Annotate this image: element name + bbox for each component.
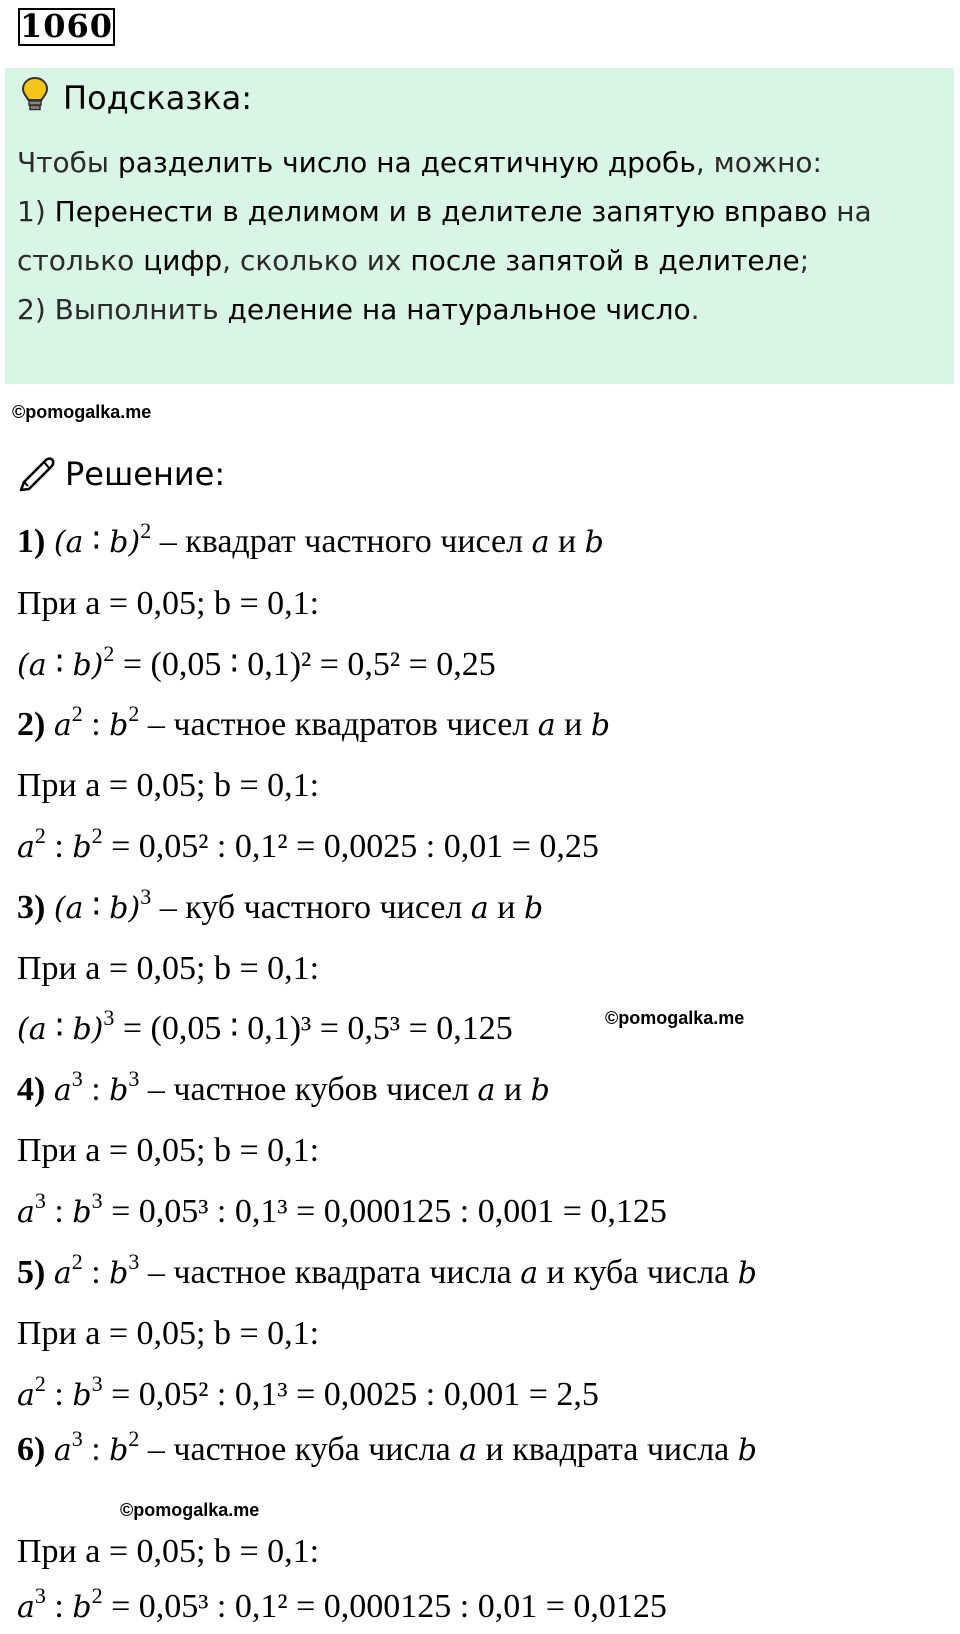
solution-item-5-header: 5) $a^2$ : $b^3$ – частное квадрата числа a и куба числа b — [17, 1248, 757, 1291]
solution-item-6-calc: $a^3$ : $b^2 = 0,05^3$ : 0,1² = 0,000125 : 0,01 = 0,0125 — [17, 1582, 667, 1625]
solution-item-6-given: При a = 0,05; b = 0,1: — [17, 1533, 320, 1570]
solution-item-2-calc: $a^2$ : $b^2 = 0,05^2$ : 0,1² = 0,0025 : 0,01 = 0,25 — [17, 822, 599, 865]
solution-item-3-calc: (a ∶ b)$^3$ = (0,05 ∶ 0,1)³ = 0,5³ = 0,125 — [17, 1004, 513, 1047]
task-number: 1060 — [20, 7, 114, 45]
solution-item-3-given: При a = 0,05; b = 0,1: — [17, 950, 320, 987]
solution-title: Решение: — [65, 455, 226, 493]
hint-title: Подсказка: — [63, 79, 253, 117]
watermark: ©pomogalka.me — [605, 1008, 745, 1028]
hint-text — [17, 138, 947, 334]
pencil-icon — [18, 452, 58, 492]
solution-item-2-given: При a = 0,05; b = 0,1: — [17, 767, 320, 804]
hint-line-2: 1) Перенести в делимом и в делителе запятую вправо на — [17, 195, 872, 228]
lightbulb-icon — [20, 76, 50, 112]
solution-item-4-header: 4) $a^3$ : $b^3$ – частное кубов чисел a и b — [17, 1065, 550, 1108]
solution-item-5-given: При a = 0,05; b = 0,1: — [17, 1315, 320, 1352]
hint-line-4: 2) Выполнить деление на натуральное число. — [17, 293, 700, 326]
hint-line-3: столько цифр, сколько их после запятой в делителе; — [17, 244, 810, 277]
solution-item-6-header: 6) $a^3$ : $b^2$ – частное куба числа a и квадрата числа b — [17, 1425, 757, 1468]
solution-item-2-header: 2) $a^2$ : $b^2$ – частное квадратов чисел a и b — [17, 700, 611, 743]
watermark: ©pomogalka.me — [12, 402, 152, 422]
solution-item-1-calc: (a ∶ b)$^2$ = (0,05 ∶ 0,1)² = 0,5² = 0,25 — [17, 640, 496, 683]
solution-item-5-calc: $a^2$ : $b^3 = 0,05^2$ : 0,1³ = 0,0025 : 0,001 = 2,5 — [17, 1370, 599, 1413]
solution-item-3-header: 3) (a ∶ b)$^3$ – куб частного чисел a и b — [17, 883, 544, 926]
hint-line-1: Чтобы разделить число на десятичную дробь, можно: — [17, 146, 822, 179]
solution-item-1-given: При a = 0,05; b = 0,1: — [17, 585, 320, 622]
solution-item-4-given: При a = 0,05; b = 0,1: — [17, 1132, 320, 1169]
watermark: ©pomogalka.me — [120, 1500, 260, 1520]
solution-item-4-calc: $a^3$ : $b^3 = 0,05^3$ : 0,1³ = 0,000125 : 0,001 = 0,125 — [17, 1187, 667, 1230]
solution-item-1-header: 1) (a ∶ b)$^2$ – квадрат частного чисел a и b — [17, 517, 604, 560]
